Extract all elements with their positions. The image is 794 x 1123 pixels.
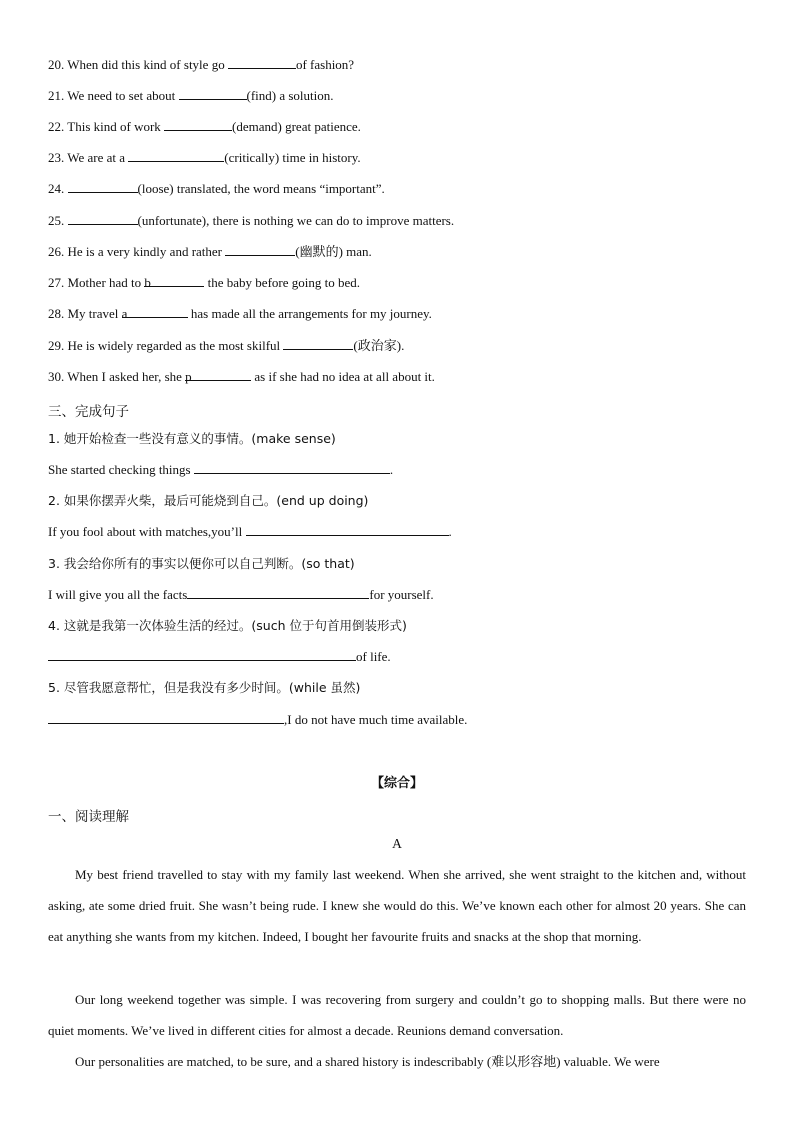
item-number: 28.: [48, 306, 65, 321]
item-text-after: (critically) time in history.: [224, 150, 361, 165]
fill-blank-item: [48, 306, 432, 322]
answer-text-after: .: [448, 524, 452, 539]
answer-blank[interactable]: [128, 150, 224, 162]
sentence-prompt-1: 1. 她开始检查一些没有意义的事情。(make sense): [48, 431, 336, 446]
item-text-before: We need to set about: [67, 88, 179, 103]
answer-blank[interactable]: [68, 213, 138, 225]
sentence-answer-4: [48, 649, 391, 665]
item-text-before: This kind of work: [67, 119, 165, 134]
answer-blank[interactable]: [48, 649, 356, 661]
fill-blank-item: [48, 150, 361, 166]
fill-blank-item: [48, 369, 435, 385]
passage-paragraph-2: Our long weekend together was simple. I was recovering from surgery and couldn’t go to shopping malls. But there were no quiet moments. We’ve lived in different cities for almost a decade. Reunions demand conversation.: [48, 992, 746, 1038]
item-number: 20.: [48, 57, 65, 72]
section-title-complete-sentences: 三、完成句子: [48, 404, 129, 420]
item-number: 30.: [48, 369, 65, 384]
answer-blank[interactable]: [185, 369, 251, 384]
fill-blank-item: [48, 57, 354, 73]
sentence-answer-3: [48, 587, 434, 603]
item-text-before: He is a very kindly and rather: [67, 244, 226, 259]
passage-label: A: [392, 836, 402, 851]
item-text-after: as if she had no idea at all about it.: [251, 369, 435, 384]
sentence-answer-1: [48, 462, 393, 478]
item-text-after: (政治家).: [353, 338, 405, 353]
comprehensive-title: 【综合】: [370, 776, 423, 791]
fill-blank-item: [48, 119, 361, 135]
answer-text-before: She started checking things: [48, 462, 194, 477]
item-text-after: (find) a solution.: [246, 88, 334, 103]
answer-text-after: for yourself.: [369, 587, 434, 602]
answer-text-after: .: [389, 462, 394, 477]
section-title-reading: 一、阅读理解: [48, 809, 129, 825]
answer-text-before: I will give you all the facts: [48, 587, 188, 602]
item-number: 21.: [48, 88, 65, 103]
item-number: 25.: [48, 213, 65, 228]
answer-blank[interactable]: [194, 462, 390, 474]
fill-blank-item: [48, 88, 334, 104]
answer-blank[interactable]: [187, 587, 369, 599]
answer-text-after: of life.: [356, 649, 391, 664]
item-text-before: When did this kind of style go: [67, 57, 228, 72]
hint-letter: a: [121, 306, 128, 321]
item-text-before: He is widely regarded as the most skilful: [67, 338, 284, 353]
passage-paragraph-3: Our personalities are matched, to be sure, and a shared history is indescribably (难以形容地) valuable. We were: [75, 1054, 660, 1069]
answer-blank[interactable]: [283, 338, 353, 350]
item-number: 29.: [48, 338, 65, 353]
item-text-before: We are at a: [67, 150, 129, 165]
answer-blank[interactable]: [164, 119, 232, 131]
sentence-answer-2: [48, 524, 452, 540]
item-text-before: My travel: [67, 306, 122, 321]
answer-blank[interactable]: [225, 244, 295, 256]
hint-letter: b: [144, 275, 151, 290]
item-text-after: (demand) great patience.: [232, 119, 361, 134]
answer-blank[interactable]: [121, 306, 188, 321]
item-text-after: has made all the arrangements for my journey.: [187, 306, 432, 321]
item-number: 26.: [48, 244, 65, 259]
hint-letter: p: [185, 369, 192, 384]
fill-blank-item: [48, 181, 385, 197]
fill-blank-item: [48, 213, 454, 229]
item-number: 24.: [48, 181, 65, 196]
answer-blank[interactable]: [144, 275, 204, 290]
answer-blank[interactable]: [68, 181, 138, 193]
item-text-after: (unfortunate), there is nothing we can do to improve matters.: [137, 213, 455, 228]
fill-blank-item: [48, 275, 360, 291]
sentence-prompt-3: 3. 我会给你所有的事实以便你可以自己判断。(so that): [48, 556, 355, 571]
item-text-after: of fashion?: [295, 57, 355, 72]
item-number: 27.: [48, 275, 65, 290]
item-number: 23.: [48, 150, 65, 165]
fill-blank-item: [48, 244, 372, 260]
answer-text-after: ,I do not have much time available.: [284, 712, 468, 727]
answer-blank[interactable]: [48, 712, 284, 724]
item-text-before: Mother had to: [67, 275, 145, 290]
answer-text-before: If you fool about with matches,you’ll: [48, 524, 246, 539]
item-text-before: When I asked her, she: [67, 369, 186, 384]
item-text-after: (幽默的) man.: [295, 244, 372, 259]
passage-paragraph-1: My best friend travelled to stay with my family last weekend. When she arrived, she went straight to the kitchen and, without asking, ate some dried fruit. She wasn’t being rude. I knew she would do this. We’ve known each other for almost 20 years. She can eat anything she wants from my kitchen. Indeed, I bought her favourite fruits and snacks at the shop that morning.: [48, 867, 746, 944]
item-number: 22.: [48, 119, 65, 134]
item-text-after: the baby before going to bed.: [204, 275, 360, 290]
fill-blank-item: [48, 338, 404, 354]
answer-blank[interactable]: [228, 57, 296, 69]
sentence-prompt-4: 4. 这就是我第一次体验生活的经过。(such 位于句首用倒装形式): [48, 618, 407, 633]
sentence-prompt-5: 5. 尽管我愿意帮忙，但是我没有多少时间。(while 虽然): [48, 680, 361, 695]
answer-blank[interactable]: [246, 524, 449, 536]
sentence-answer-5: [48, 712, 467, 728]
answer-blank[interactable]: [179, 88, 247, 100]
item-text-after: (loose) translated, the word means “important”.: [137, 181, 385, 196]
sentence-prompt-2: 2. 如果你摆弄火柴，最后可能烧到自己。(end up doing): [48, 493, 369, 508]
